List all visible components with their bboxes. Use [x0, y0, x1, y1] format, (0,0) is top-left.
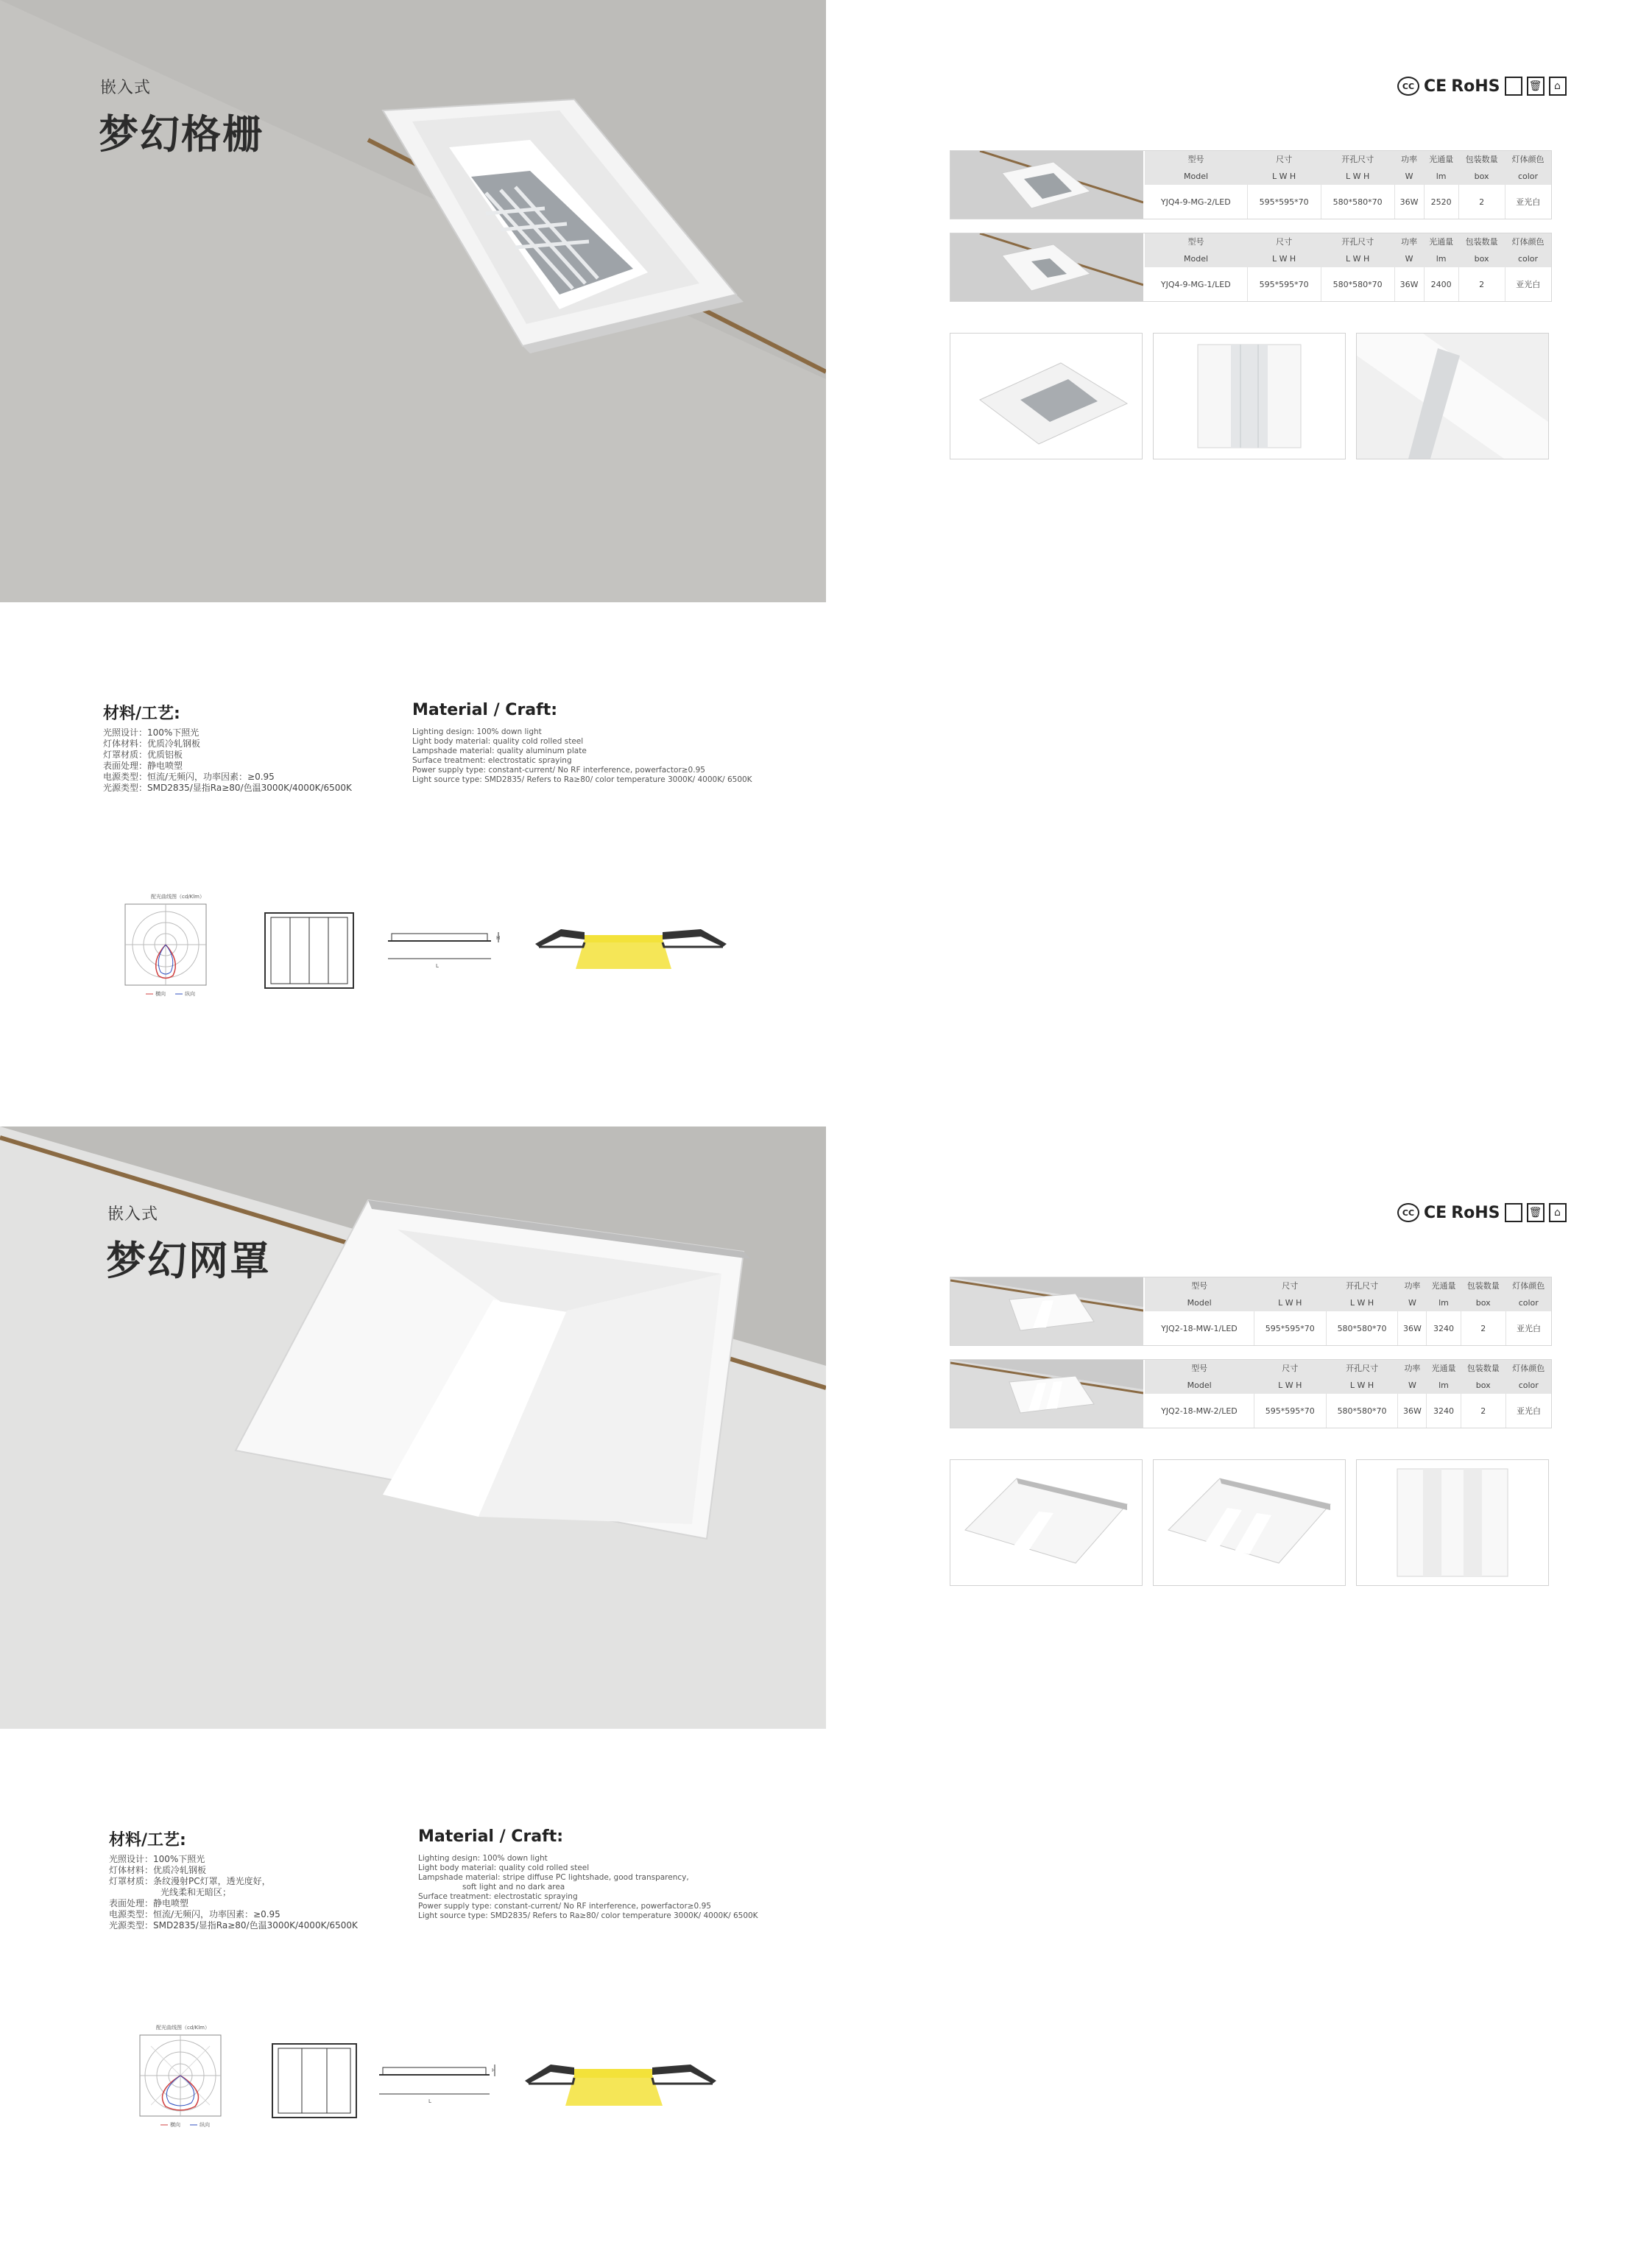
cell-size: 595*595*70	[1254, 1311, 1326, 1345]
col-header-size: 尺寸	[1254, 1277, 1326, 1294]
front-view-diagram	[271, 2042, 358, 2119]
col-header-lumen: 光通量	[1427, 1360, 1461, 1377]
certification-marks	[1397, 74, 1567, 99]
cell-size: 595*595*70	[1254, 1394, 1326, 1428]
cell-color: 亚光白	[1516, 1406, 1541, 1416]
list-item: Surface treatment: electrostatic spraying	[418, 1892, 578, 1901]
col-subheader-size: L W H	[1254, 1377, 1326, 1394]
cc-mark-icon: CC	[1397, 1203, 1419, 1222]
legend-horizontal: 横向	[170, 2122, 180, 2128]
cell-model: YJQ4-9-MG-1/LED	[1145, 267, 1247, 301]
col-subheader-size: L W H	[1254, 1294, 1326, 1311]
spec-table	[950, 233, 1552, 302]
spec-table	[950, 150, 1552, 219]
cell-size: 595*595*70	[1247, 267, 1321, 301]
col-subheader-cutout: L W H	[1321, 168, 1394, 185]
product-photo-detail	[1356, 333, 1549, 459]
spec-table	[950, 1359, 1552, 1428]
col-subheader-cutout: L W H	[1326, 1294, 1398, 1311]
legend-horizontal: 横向	[155, 991, 166, 997]
col-header-box: 包装数量	[1458, 151, 1505, 168]
col-header-power: 功率	[1398, 1277, 1427, 1294]
col-subheader-cutout: L W H	[1321, 250, 1394, 267]
col-subheader-lumen: lm	[1427, 1377, 1461, 1394]
list-item: 表面处理：静电喷塑	[103, 761, 183, 771]
col-subheader-model: Model	[1145, 168, 1247, 185]
ce-mark: CE	[1424, 77, 1447, 96]
cell-cutout: 580*580*70	[1326, 1311, 1398, 1345]
hero-banner	[0, 1126, 826, 1729]
list-item: Light source type: SMD2835/ Refers to Ra≥80/ color temperature 3000K/ 4000K/ 6500K	[418, 1911, 758, 1920]
col-header-lumen: 光通量	[1427, 1277, 1461, 1294]
material-title-en: Material / Craft:	[412, 701, 558, 719]
col-subheader-box: box	[1458, 168, 1505, 185]
col-subheader-size: L W H	[1247, 168, 1321, 185]
spec-grid	[1145, 1277, 1551, 1345]
list-item: 灯体材料：优质冷轧钢板	[103, 738, 201, 749]
col-subheader-box: box	[1461, 1294, 1505, 1311]
list-item: 表面处理：静电喷塑	[109, 1898, 189, 1908]
list-item: 光照设计：100%下照光	[109, 1854, 205, 1864]
dim-label-h: H	[496, 935, 501, 941]
col-header-power: 功率	[1394, 233, 1424, 250]
list-item: Lampshade material: quality aluminum plate	[412, 747, 587, 755]
col-header-model: 型号	[1145, 233, 1247, 250]
product-photo-angle	[950, 333, 1143, 459]
spec-grid	[1145, 1360, 1551, 1428]
rohs-mark: RoHS	[1451, 77, 1500, 96]
cell-size: 595*595*70	[1247, 185, 1321, 219]
list-item: 灯罩材质：条纹漫射PC灯罩，透光度好，	[109, 1876, 271, 1886]
cell-power: 36W	[1394, 185, 1424, 219]
spec-grid	[1145, 151, 1551, 219]
spec-table	[950, 1277, 1552, 1346]
list-item: Power supply type: constant-current/ No RF interference, powerfactor≥0.95	[418, 1902, 711, 1911]
cell-box: 2	[1458, 185, 1505, 219]
list-item: Lampshade material: stripe diffuse PC lightshade, good transparency,	[418, 1873, 689, 1882]
light-distribution-diagram	[118, 891, 228, 1001]
list-item: Lighting design: 100% down light	[418, 1854, 548, 1863]
col-header-size: 尺寸	[1247, 233, 1321, 250]
cell-model: YJQ2-18-MW-1/LED	[1145, 1311, 1254, 1345]
cell-cutout: 580*580*70	[1321, 267, 1394, 301]
col-header-color: 灯体颜色	[1505, 1360, 1551, 1377]
cross-section-beam-diagram	[532, 910, 730, 969]
col-subheader-model: Model	[1145, 250, 1247, 267]
col-subheader-power: W	[1394, 250, 1424, 267]
col-subheader-lumen: lm	[1424, 168, 1458, 185]
product-section-grille	[0, 0, 1652, 1126]
col-header-color: 灯体颜色	[1505, 151, 1551, 168]
home-cert-icon: ⌂	[1549, 1203, 1567, 1222]
rohs-mark: RoHS	[1451, 1203, 1500, 1222]
cell-color: 亚光白	[1516, 280, 1541, 289]
front-view-diagram	[264, 912, 355, 990]
table-row	[1145, 185, 1551, 219]
spec-grid	[1145, 233, 1551, 301]
col-header-model: 型号	[1145, 1277, 1254, 1294]
col-header-size: 尺寸	[1254, 1360, 1326, 1377]
list-item: Light body material: quality cold rolled steel	[412, 737, 584, 746]
list-item: 灯体材料：优质冷轧钢板	[109, 1865, 207, 1875]
category-label: 嵌入式	[107, 1205, 159, 1224]
col-subheader-color: color	[1505, 168, 1551, 185]
cc-mark-icon: CC	[1397, 77, 1419, 96]
col-subheader-color: color	[1505, 250, 1551, 267]
cell-cutout: 580*580*70	[1326, 1394, 1398, 1428]
col-header-cutout: 开孔尺寸	[1326, 1360, 1398, 1377]
cell-lumen: 3240	[1427, 1394, 1461, 1428]
product-thumbnail	[950, 1360, 1143, 1428]
bin-cert-icon: 🗑	[1527, 1203, 1545, 1222]
product-title: 梦幻网罩	[106, 1238, 271, 1284]
blank-cert-icon	[1505, 77, 1522, 96]
certification-marks	[1397, 1200, 1567, 1225]
col-header-box: 包装数量	[1458, 233, 1505, 250]
dim-label-l: L	[428, 2098, 431, 2104]
light-distribution-diagram	[133, 2022, 243, 2132]
col-header-model: 型号	[1145, 1360, 1254, 1377]
col-subheader-model: Model	[1145, 1377, 1254, 1394]
col-header-power: 功率	[1398, 1360, 1427, 1377]
col-subheader-power: W	[1394, 168, 1424, 185]
col-subheader-model: Model	[1145, 1294, 1254, 1311]
col-header-box: 包装数量	[1461, 1360, 1505, 1377]
material-list-en	[418, 1854, 758, 1921]
diagram-title: 配光曲线图（cd/Klm）	[156, 2025, 211, 2031]
cell-lumen: 2400	[1424, 267, 1458, 301]
product-thumbnail	[950, 1277, 1143, 1345]
home-cert-icon: ⌂	[1549, 77, 1567, 96]
list-item: Power supply type: constant-current/ No RF interference, powerfactor≥0.95	[412, 766, 705, 775]
material-title-cn: 材料/工艺:	[109, 1831, 186, 1850]
cell-lumen: 2520	[1424, 185, 1458, 219]
hero-banner	[0, 0, 826, 602]
list-item: 灯罩材质：优质铝板	[103, 750, 183, 760]
bin-cert-icon: 🗑	[1527, 77, 1545, 96]
cell-model: YJQ2-18-MW-2/LED	[1145, 1394, 1254, 1428]
product-thumbnail	[950, 233, 1143, 301]
list-item: 电源类型：恒流/无频闪，功率因素：≥0.95	[109, 1909, 280, 1919]
col-subheader-size: L W H	[1247, 250, 1321, 267]
list-item: soft light and no dark area	[462, 1883, 565, 1891]
col-header-size: 尺寸	[1247, 151, 1321, 168]
list-item: 电源类型：恒流/无频闪，功率因素：≥0.95	[103, 772, 275, 782]
product-photo-single-strip	[950, 1459, 1143, 1586]
col-header-box: 包装数量	[1461, 1277, 1505, 1294]
col-subheader-box: box	[1461, 1377, 1505, 1394]
list-item: Lighting design: 100% down light	[412, 727, 542, 736]
col-subheader-power: W	[1398, 1377, 1427, 1394]
col-subheader-lumen: lm	[1427, 1294, 1461, 1311]
cell-power: 36W	[1398, 1311, 1427, 1345]
cell-color: 亚光白	[1516, 197, 1541, 207]
col-subheader-box: box	[1458, 250, 1505, 267]
col-header-color: 灯体颜色	[1505, 233, 1551, 250]
cell-model: YJQ4-9-MG-2/LED	[1145, 185, 1247, 219]
cell-box: 2	[1458, 267, 1505, 301]
product-section-diffuser	[0, 1126, 1652, 2253]
col-header-lumen: 光通量	[1424, 151, 1458, 168]
col-header-cutout: 开孔尺寸	[1326, 1277, 1398, 1294]
cell-box: 2	[1461, 1394, 1505, 1428]
material-list-cn	[103, 727, 352, 794]
diagram-title: 配光曲线图（cd/Klm）	[151, 894, 205, 900]
list-item: 光照设计：100%下照光	[103, 727, 200, 738]
product-photo-front	[1356, 1459, 1549, 1586]
product-thumbnail	[950, 151, 1143, 219]
cross-section-beam-diagram	[521, 2047, 720, 2106]
legend-vertical: 纵向	[200, 2122, 210, 2128]
col-header-cutout: 开孔尺寸	[1321, 151, 1394, 168]
dim-label-h: H	[492, 2067, 496, 2073]
material-list-cn	[109, 1854, 358, 1931]
list-item: Light source type: SMD2835/ Refers to Ra≥80/ color temperature 3000K/ 4000K/ 6500K	[412, 775, 752, 784]
col-header-power: 功率	[1394, 151, 1424, 168]
product-title: 梦幻格栅	[99, 111, 264, 158]
list-item: Surface treatment: electrostatic spraying	[412, 756, 572, 765]
col-header-lumen: 光通量	[1424, 233, 1458, 250]
list-item: 光线柔和无暗区；	[160, 1887, 232, 1897]
category-label: 嵌入式	[100, 79, 152, 97]
col-subheader-cutout: L W H	[1326, 1377, 1398, 1394]
list-item: Light body material: quality cold rolled steel	[418, 1864, 590, 1872]
blank-cert-icon	[1505, 1203, 1522, 1222]
table-row	[1145, 1394, 1551, 1428]
table-row	[1145, 1311, 1551, 1345]
cell-power: 36W	[1394, 267, 1424, 301]
product-photo-front	[1153, 333, 1346, 459]
col-header-model: 型号	[1145, 151, 1247, 168]
col-subheader-lumen: lm	[1424, 250, 1458, 267]
material-list-en	[412, 727, 752, 785]
list-item: 光源类型：SMD2835/显指Ra≥80/色温3000K/4000K/6500K	[109, 1920, 358, 1931]
cell-lumen: 3240	[1427, 1311, 1461, 1345]
col-subheader-color: color	[1505, 1377, 1551, 1394]
col-subheader-color: color	[1505, 1294, 1551, 1311]
product-photo-double-strip	[1153, 1459, 1346, 1586]
col-subheader-power: W	[1398, 1294, 1427, 1311]
table-row	[1145, 267, 1551, 301]
ce-mark: CE	[1424, 1203, 1447, 1222]
side-view-dimension-diagram	[375, 2051, 508, 2110]
legend-vertical: 纵向	[185, 991, 195, 997]
cell-cutout: 580*580*70	[1321, 185, 1394, 219]
dim-label-l: L	[436, 963, 439, 969]
cell-power: 36W	[1398, 1394, 1427, 1428]
cell-box: 2	[1461, 1311, 1505, 1345]
material-title-cn: 材料/工艺:	[103, 705, 180, 723]
material-title-en: Material / Craft:	[418, 1827, 564, 1846]
col-header-cutout: 开孔尺寸	[1321, 233, 1394, 250]
cell-color: 亚光白	[1516, 1324, 1541, 1333]
side-view-dimension-diagram	[384, 917, 509, 976]
col-header-color: 灯体颜色	[1505, 1277, 1551, 1294]
list-item: 光源类型：SMD2835/显指Ra≥80/色温3000K/4000K/6500K	[103, 783, 352, 793]
